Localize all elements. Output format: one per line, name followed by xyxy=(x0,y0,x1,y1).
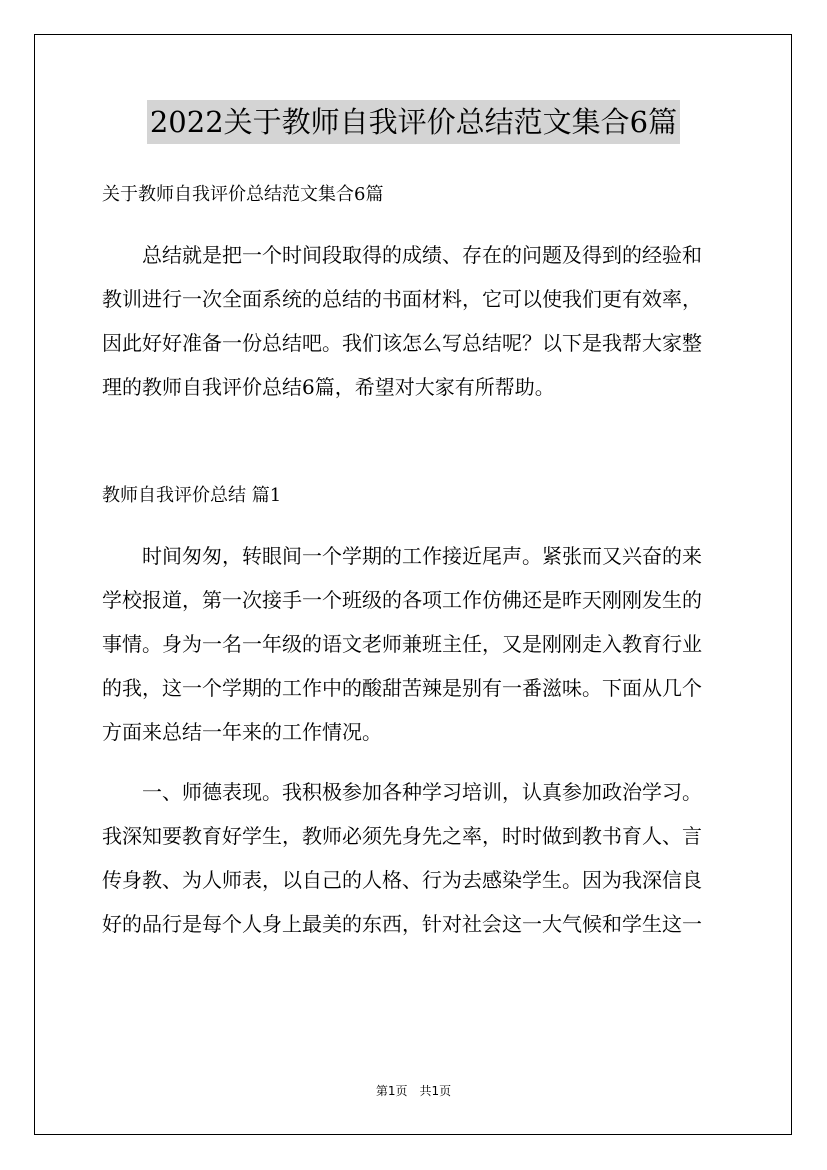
page-footer xyxy=(0,1083,827,1099)
paragraph-line: 方面来总结一年来的工作情况。 xyxy=(102,720,382,744)
paragraph-1 xyxy=(102,534,724,754)
document-body xyxy=(102,173,724,946)
paragraph-line: 学校报道，第一次接手一个班级的各项工作仿佛还是昨天刚刚发生的 xyxy=(102,588,702,612)
paragraph-line: 一、师德表现。我积极参加各种学习培训，认真参加政治学习。 xyxy=(142,780,702,804)
intro-line: 总结就是把一个时间段取得的成绩、存在的问题及得到的经验和 xyxy=(142,243,702,267)
intro-paragraph xyxy=(102,233,724,409)
paragraph-line: 的我，这一个学期的工作中的酸甜苦辣是别有一番滋味。下面从几个 xyxy=(102,676,702,700)
paragraph-line: 传身教、为人师表，以自己的人格、行为去感染学生。因为我深信良 xyxy=(102,868,702,892)
intro-line: 教训进行一次全面系统的总结的书面材料，它可以使我们更有效率， xyxy=(102,287,702,311)
page-number: 第1页 共1页 xyxy=(375,1084,452,1098)
paragraph-line: 事情。身为一名一年级的语文老师兼班主任，又是刚刚走入教育行业 xyxy=(102,632,702,656)
paragraph-line: 好的品行是每个人身上最美的东西，针对社会这一大气候和学生这一 xyxy=(102,912,702,936)
paragraph-line: 我深知要教育好学生，教师必须先身先之率，时时做到教书育人、言 xyxy=(102,824,702,848)
intro-line: 理的教师自我评价总结6篇，希望对大家有所帮助。 xyxy=(102,375,555,399)
paragraph-line: 时间匆匆，转眼间一个学期的工作接近尾声。紧张而又兴奋的来 xyxy=(142,544,702,568)
paragraph-2 xyxy=(102,770,724,946)
intro-line: 因此好好准备一份总结吧。我们该怎么写总结呢？以下是我帮大家整 xyxy=(102,331,702,355)
title-container xyxy=(0,100,827,144)
document-subtitle: 关于教师自我评价总结范文集合6篇 xyxy=(102,184,384,205)
section-heading: 教师自我评价总结 篇1 xyxy=(102,485,282,506)
document-title: 2022关于教师自我评价总结范文集合6篇 xyxy=(147,100,680,144)
